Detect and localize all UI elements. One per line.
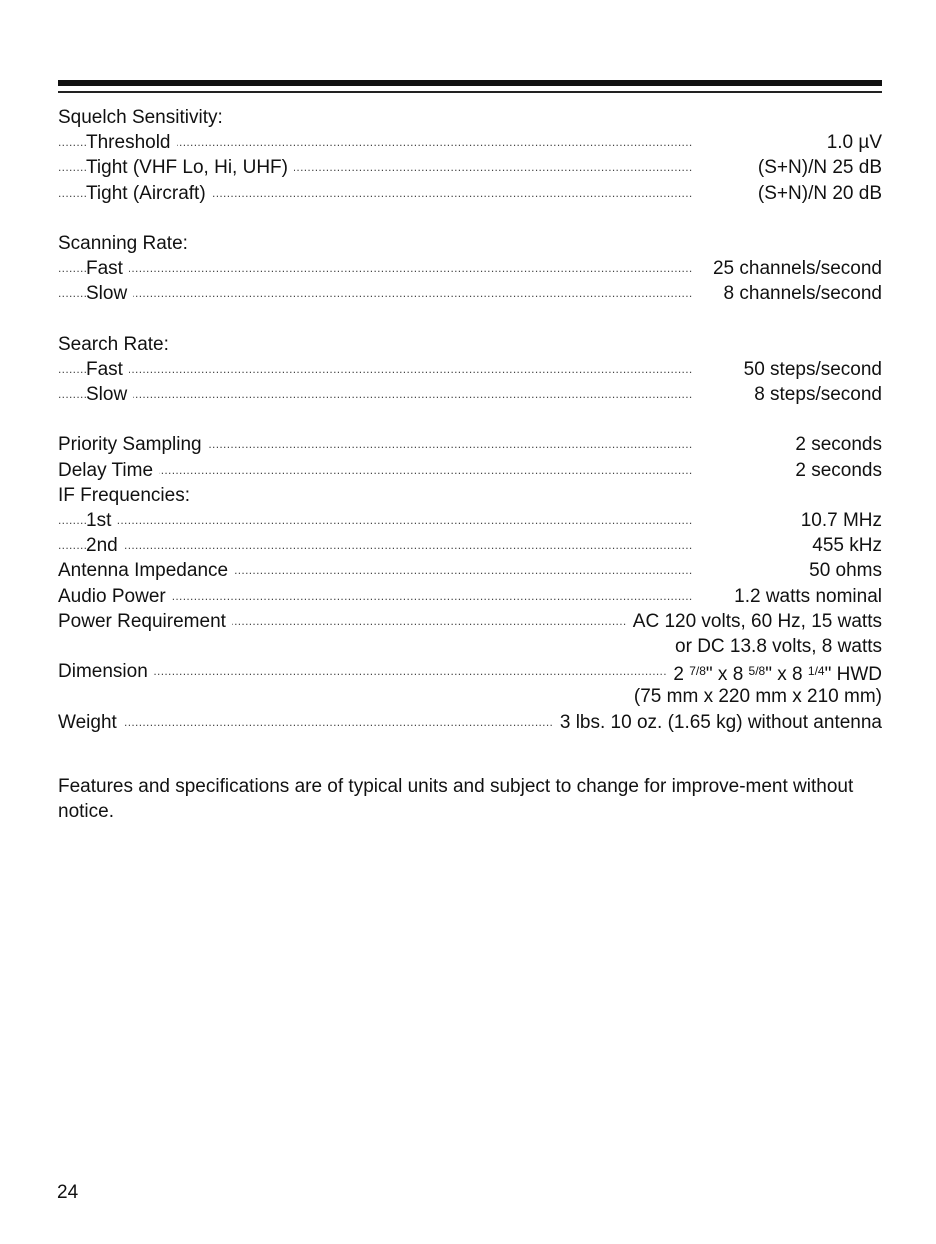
footnote: Features and specifications are of typical units and subject to change for improve-ment without notice.: [58, 776, 854, 822]
spec-value: 1.0 µV: [821, 130, 882, 155]
spec-value: AC 120 volts, 60 Hz, 15 watts: [627, 609, 882, 634]
spec-row-tight-vhf: [58, 155, 882, 180]
spec-row-scan-slow: [58, 281, 882, 306]
spec-label: 2nd: [86, 535, 124, 556]
spec-label: Threshold: [86, 132, 177, 153]
spacer: [58, 407, 882, 432]
spec-row-antenna: [58, 558, 882, 583]
page-number: 24: [57, 1182, 79, 1203]
spec-label: Tight (VHF Lo, Hi, UHF): [86, 157, 294, 178]
spec-value: 50 ohms: [803, 558, 882, 583]
spec-value: 8 steps/second: [748, 382, 882, 407]
spec-label: Delay Time: [58, 460, 159, 481]
section-heading-if: IF Frequencies:: [58, 484, 190, 506]
spec-row-priority: [58, 432, 882, 457]
spec-label: Slow: [86, 283, 133, 304]
spec-value: 455 kHz: [806, 533, 882, 558]
section-heading-squelch: Squelch Sensitivity:: [58, 107, 223, 128]
section-heading-scanning: Scanning Rate:: [58, 232, 188, 254]
spec-row-dimension: [58, 659, 882, 684]
spec-value: 3 lbs. 10 oz. (1.65 kg) without antenna: [554, 710, 882, 735]
spec-value: (S+N)/N 20 dB: [752, 181, 882, 206]
spec-value: 2 seconds: [789, 432, 882, 457]
spec-value: 10.7 MHz: [795, 508, 882, 533]
header-rule-thin: [58, 91, 882, 93]
spec-row-audio: [58, 584, 882, 609]
spec-label: Power Requirement: [58, 611, 232, 632]
spec-value-dimension: 2 $^{7/8}$" x 8 $^{5/8}$" x 8 $^{1/4}$" HWD: [667, 659, 882, 684]
spec-row-search-fast: [58, 357, 882, 382]
spec-label: 1st: [86, 510, 117, 531]
spec-row-dimension-metric: (75 mm x 220 mm x 210 mm): [633, 686, 882, 708]
spec-label: Dimension: [58, 661, 154, 682]
spec-row-tight-aircraft: [58, 181, 882, 206]
header-rule-thick: [58, 80, 882, 86]
spec-label: Weight: [58, 712, 123, 733]
spec-label: Slow: [86, 384, 133, 405]
spec-value: 50 steps/second: [738, 357, 882, 382]
spec-value: 2 seconds: [789, 458, 882, 483]
spec-row-scan-fast: [58, 256, 882, 281]
spec-row-weight: [58, 710, 882, 735]
spec-list: [58, 105, 882, 735]
section-heading-search: Search Rate:: [58, 333, 169, 355]
spacer: [58, 206, 882, 231]
spec-value: (S+N)/N 25 dB: [752, 155, 882, 180]
spec-row-if-1st: [58, 508, 882, 533]
spec-label: Antenna Impedance: [58, 560, 234, 581]
spacer: [58, 307, 882, 332]
spec-label: Audio Power: [58, 586, 172, 607]
spec-row-search-slow: [58, 382, 882, 407]
spec-label: Priority Sampling: [58, 434, 208, 455]
spec-row-power-cont: or DC 13.8 volts, 8 watts: [675, 635, 882, 657]
spec-value: 25 channels/second: [707, 256, 882, 281]
spec-label: Fast: [86, 258, 129, 279]
spec-value: 1.2 watts nominal: [728, 584, 882, 609]
spec-row-threshold: [58, 130, 882, 155]
spec-row-power: [58, 609, 882, 634]
spec-row-if-2nd: [58, 533, 882, 558]
spec-value: 8 channels/second: [718, 281, 882, 306]
spec-row-delay: [58, 458, 882, 483]
spec-label: Tight (Aircraft): [86, 183, 212, 204]
spec-label: Fast: [86, 359, 129, 380]
